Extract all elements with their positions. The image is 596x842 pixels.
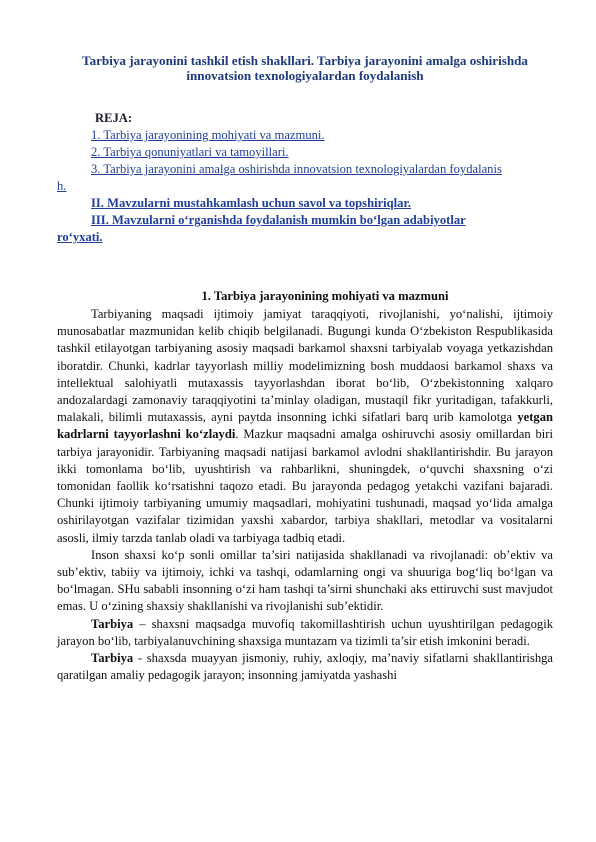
paragraph-1-bold: yetgan kadrlarni tayyorlashni ko‘zlaydi xyxy=(57,410,553,442)
paragraph-4-text: - shaxsda muayyan jismoniy, ruhiy, axloqiy, ma’naviy sifatlarni shakllantirishga qaratilgan amaliy pedagogik jarayon; insonning jamiyatda yashashi xyxy=(57,651,553,683)
body-text xyxy=(57,306,553,684)
toc-item-3-continued[interactable]: h. xyxy=(57,179,67,193)
term-tarbiya-2: Tarbiya xyxy=(91,651,134,666)
toc-item-3[interactable]: 3. Tarbiya jarayonini amalga oshirishda innovatsion texnologiyalardan foydalanis xyxy=(91,162,502,176)
toc-item-literature[interactable]: III. Mavzularni o‘rganishda foydalanish mumkin bo‘lgan adabiyotlar xyxy=(91,213,466,227)
section-heading: 1. Tarbiya jarayonining mohiyati va mazmuni xyxy=(201,289,449,303)
paragraph-2: Inson shaxsi ko‘p sonli omillar ta’siri natijasida shakllanadi va rivojlanadi: ob’ektiv va sub’ektiv, tabiiy va ijtimoiy, ichki va tashqi, odamlarning ongi va shuuriga bog‘liq bo‘lgan va bo‘lmagan. SHu sababli insonning o‘zi ham tashqi ta’sirni shunchaki aks ettiruvchi sust mavjudot emas. U o‘zining shaxsiy shakllanishi va rivojlanishi sub’ektidir. xyxy=(57,547,553,614)
toc-item-literature-continued[interactable]: ro‘yxati. xyxy=(57,230,103,244)
paragraph-3 xyxy=(57,616,553,650)
toc-item-2[interactable]: 2. Tarbiya qonuniyatlari va tamoyillari. xyxy=(91,145,289,159)
paragraph-1 xyxy=(57,306,553,547)
document-title: Tarbiya jarayonini tashkil etish shakllari. Tarbiya jarayonini amalga oshirishda innovatsion texnologiyalardan foydalanish xyxy=(82,53,528,83)
paragraph-1-text-b: . Mazkur maqsadni amalga oshiruvchi asosiy omillardan biri tarbiya jarayonidir. Tarbiyaning maqsadi natijasi barkamol avlodni shakllantirishdir. Bu jarayon ikki tomonlama bo‘lib, uyushtirish va rahbarlikni, shuningdek, o‘quvchi shaxsning o‘zi tomonidan faollik ko‘rsatishni taqozo etadi. Bu jarayonda pedagog yetakchi vazifani bajaradi. Chunki ijtimoiy tarbiyaning umumiy maqsadlari, mohiyatini tushunadi, maqsad yo‘lida amalga oshirilayotgan vazifalar tizimidan yaxshi xabardor, tarbiya shakllari, metodlar va vositalarni asosli, ilmiy tarzda tanlab oladi va tarbiyaga tadbiq etadi. xyxy=(57,427,553,545)
toc-item-1[interactable]: 1. Tarbiya jarayonining mohiyati va mazmuni. xyxy=(91,128,325,142)
toc-item-questions[interactable]: II. Mavzularni mustahkamlash uchun savol va topshiriqlar. xyxy=(91,196,412,210)
toc-heading: REJA: xyxy=(95,111,133,125)
paragraph-1-text-a: Tarbiyaning maqsadi ijtimoiy jamiyat taraqqiyoti, rivojlanishi, yo‘nalishi, ijtimoiy munosabatlar mazmunidan kelib chiqib belgilanadi. Bugungi kunda O‘zbekiston Respublikasida tashkil etilayotgan tarbiyaning asosiy maqsadi barkamol shaxsni tarbiyalab voyaga yetkazishdan iboratdir. Chunki, kadrlar tayyorlash milliy modelimizning bosh muddaosi barkamol shaxs va intellektual salohiyatli mutaxassis tayyorlashdan iborat bo‘lib, O‘zbekistonning xalqaro andozalardagi zamonaviy taraqqiyotini ta’minlay oladigan, mustaqil fikr yuritadigan, tafakkurli, malakali, bilimli mutaxassis, ayni paytda insonning ichki sifatlari barq urib kamolotga xyxy=(57,307,553,425)
table-of-contents xyxy=(57,110,553,246)
paragraph-4 xyxy=(57,650,553,684)
paragraph-3-text: – shaxsni maqsadga muvofiq takomillashtirish uchun uyushtirilgan pedagogik jarayon bo‘lib, tarbiyalanuvchining shaxsiga muntazam va tizimli ta’sir etish imkonini beradi. xyxy=(57,616,553,648)
term-tarbiya: Tarbiya xyxy=(91,616,134,631)
